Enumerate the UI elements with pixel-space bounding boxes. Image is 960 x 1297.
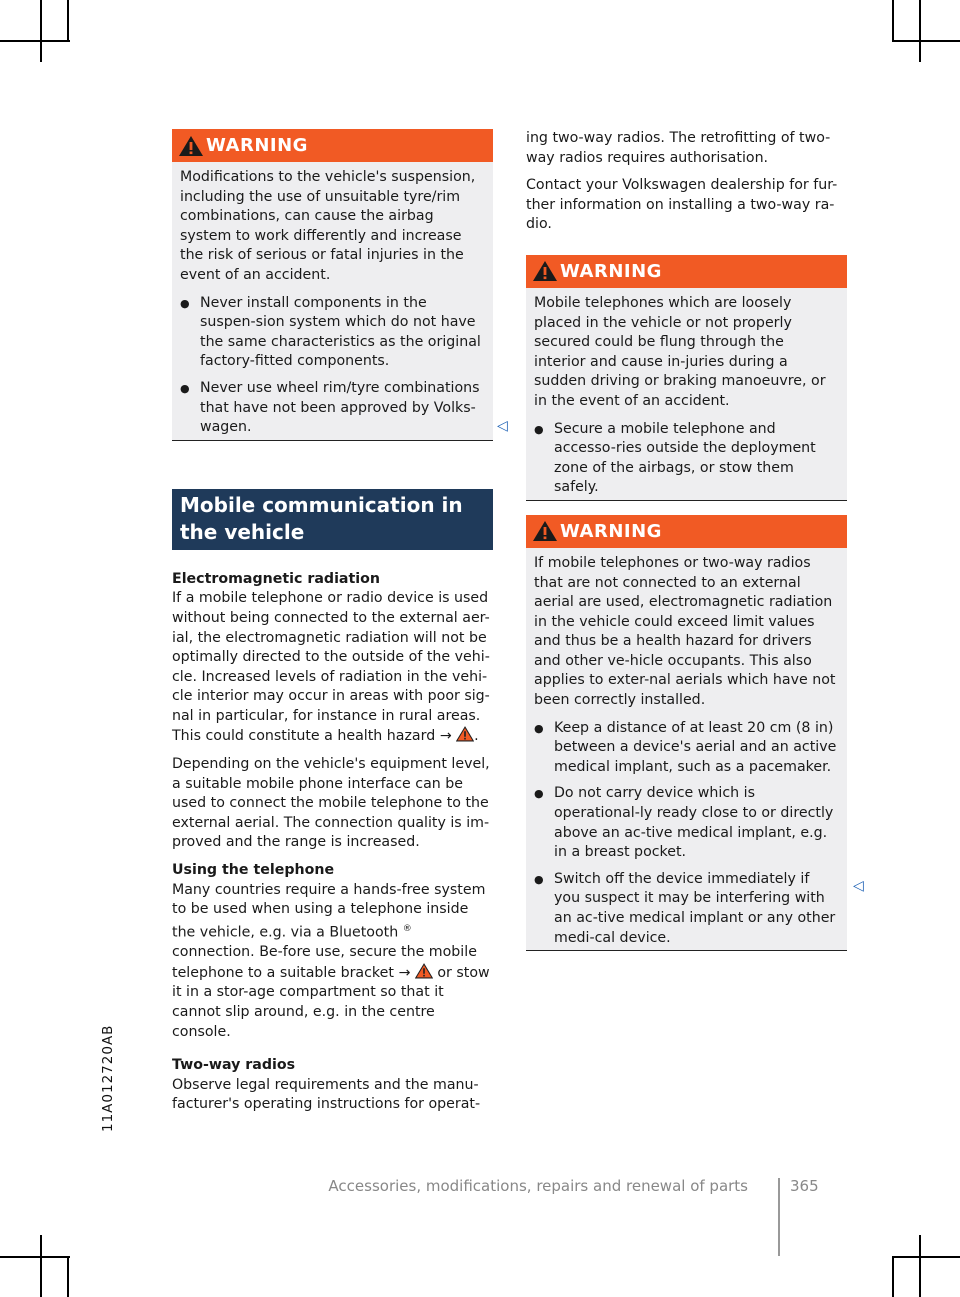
document-code: 11A012720AB (100, 1024, 116, 1132)
crop-mark (0, 40, 70, 42)
warning-bullet: ● Switch off the device immediately if you suspect it may be interfering with an ac-tive medical implant or any other medi-cal device. (534, 870, 839, 948)
crop-mark (892, 1256, 894, 1297)
right-column (526, 129, 847, 951)
crop-mark (40, 0, 42, 62)
warning-text: Mobile telephones which are loosely placed in the vehicle or not properly secured could be flung through the interior and cause in-juries during a sudden driving or braking manoeuvre, or in the event of an accident. (534, 294, 826, 409)
paragraph-telephone: Many countries require a hands-free system to be used when using a telephone inside the vehicle, e.g. via a Bluetooth ® connection. Be-fore use, secure the mobile telephone to a suitable bracket → or stow it in a stor-age compartment so that it cannot slip around, e.g. in the centre console. (172, 881, 490, 1040)
left-column (172, 129, 493, 1123)
warning-triangle-icon (532, 260, 558, 282)
warning-bullet: ● Secure a mobile telephone and accesso-ries outside the deployment zone of the airbags, or stow them safely. (534, 420, 839, 498)
warning-reference-icon[interactable] (415, 963, 433, 979)
subheading-telephone: Using the telephone (172, 862, 335, 879)
paragraph-em-radiation: If a mobile telephone or radio device is used without being connected to the external aer-ial, the electromagnetic radiation will not be optimally directed to the outside of the vehi-cle. Increased levels of radiation in the vehi-cle interior may occur in areas with poor sig-nal in particular, for instance in rural areas. This could constitute a health hazard → . (172, 590, 490, 745)
warning-title: WARNING (206, 135, 308, 156)
paragraph-radios-cont: ing two-way radios. The retrofitting of two-way radios requires authorisation. (526, 130, 831, 166)
warning-bullet: ● Do not carry device which is operational-ly ready close to or directly above an ac-tive medical implant, e.g. in a breast pocket. (534, 784, 839, 862)
arrow-icon: → (398, 964, 411, 981)
subheading-em-radiation: Electromagnetic radiation (172, 570, 380, 587)
crop-mark (67, 0, 69, 40)
warning-text: Modifications to the vehicle's suspension, including the use of unsuitable tyre/rim combinations, can cause the airbag system to work differently and increase the risk of serious or fatal injuries in the event of an accident. (180, 169, 476, 283)
end-of-section-mark: ◁ (853, 878, 864, 894)
warning-box-suspension (172, 129, 493, 441)
crop-mark (892, 1256, 960, 1258)
warning-bullet: ● Never install components in the suspen-sion system which do not have the same characteristics as the original factory-fitted components. (180, 294, 485, 372)
registered-mark: ® (402, 923, 412, 934)
crop-mark (892, 40, 960, 42)
crop-mark (67, 1256, 69, 1297)
crop-mark (919, 1235, 921, 1297)
warning-header (172, 129, 493, 162)
warning-header (526, 255, 847, 288)
footer-section-title: Accessories, modifications, repairs and renewal of parts (328, 1177, 748, 1195)
warning-triangle-icon (532, 520, 558, 542)
warning-box-loose-phones (526, 255, 847, 501)
page-number: 365 (790, 1177, 819, 1195)
end-of-section-mark: ◁ (497, 418, 508, 434)
paragraph-contact: Contact your Volkswagen dealership for fur-ther information on installing a two-way ra-dio. (526, 177, 838, 233)
subheading-radios: Two-way radios (172, 1057, 296, 1074)
paragraph-radios: Observe legal requirements and the manu-facturer's operating instructions for operat- (172, 1076, 481, 1113)
warning-bullet: ● Keep a distance of at least 20 cm (8 in) between a device's aerial and an active medical implant, such as a pacemaker. (534, 719, 839, 778)
warning-title: WARNING (560, 260, 662, 282)
warning-triangle-icon (178, 135, 204, 157)
warning-title: WARNING (560, 520, 662, 542)
warning-reference-icon[interactable] (456, 726, 474, 742)
footer-divider (778, 1178, 780, 1256)
crop-mark (919, 0, 921, 62)
crop-mark (892, 0, 894, 40)
warning-bullet: ● Never use wheel rim/tyre combinations that have not been approved by Volks-wagen. (180, 379, 485, 438)
warning-header (526, 515, 847, 548)
crop-mark (40, 1235, 42, 1297)
arrow-icon: → (439, 728, 452, 745)
paragraph-interface: Depending on the vehicle's equipment level, a suitable mobile phone interface can be used to connect the mobile telephone to the external aerial. The connection quality is im-proved and the range is increased. (172, 756, 490, 851)
warning-text: If mobile telephones or two-way radios that are not connected to an external aerial are used, electromagnetic radiation in the vehicle could exceed limit values and thus be a health hazard for drivers and other ve-hicle occupants. This also applies to exter-nal aerials which have not been correctly installed. (534, 554, 836, 709)
warning-box-radiation (526, 515, 847, 951)
crop-mark (0, 1256, 70, 1258)
section-heading: Mobile communication in the vehicle (172, 489, 493, 550)
